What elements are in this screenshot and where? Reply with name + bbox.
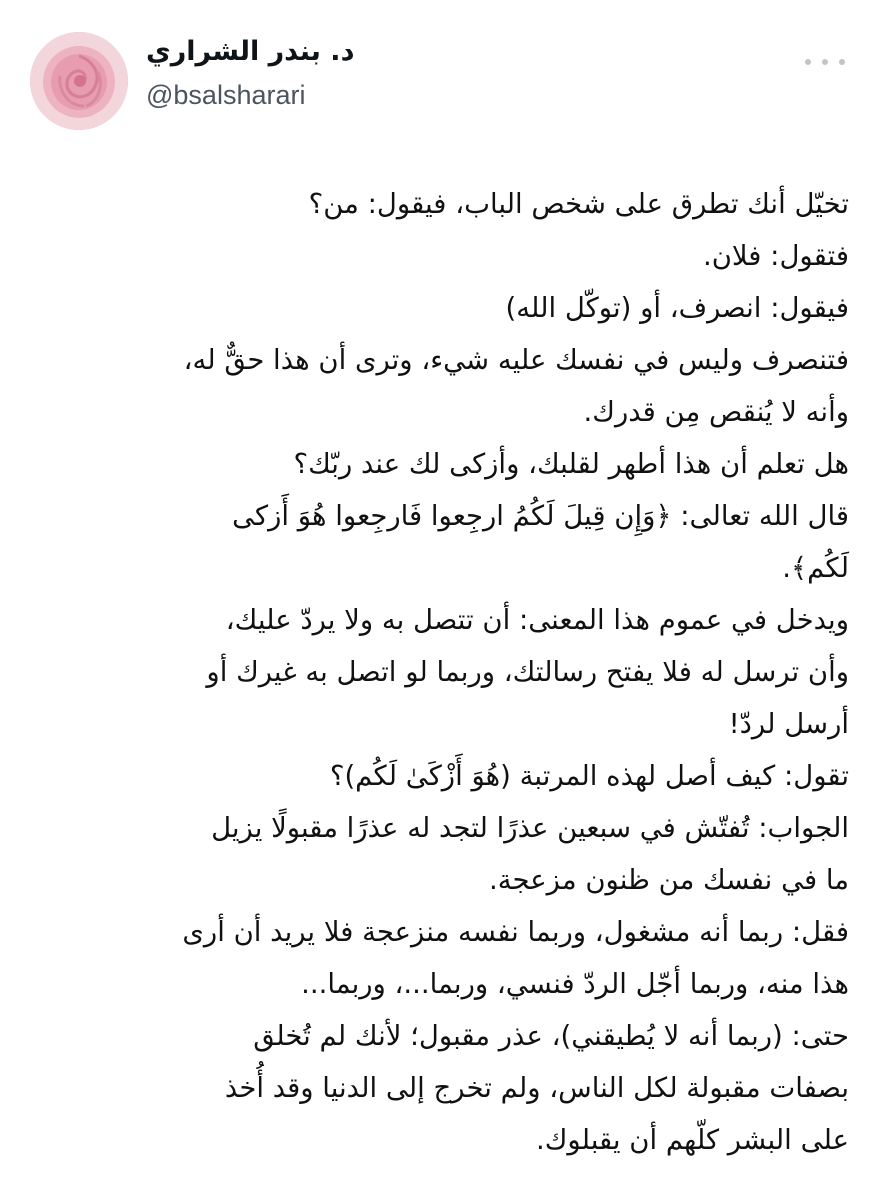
rose-avatar-icon[interactable]	[30, 32, 128, 130]
user-names	[146, 34, 446, 114]
dot-icon	[805, 59, 811, 65]
tweet-line: على البشر كلّهم أن يقبلوك.	[535, 1124, 849, 1156]
tweet-line: أرسل لردّ!	[728, 708, 849, 740]
tweet-line: هل تعلم أن هذا أطهر لقلبك، وأزكى لك عند ربّك؟	[293, 448, 849, 480]
tweet-line: فتنصرف وليس في نفسك عليه شيء، وترى أن هذا حقٌّ له،	[183, 344, 849, 376]
dot-icon	[822, 59, 828, 65]
tweet-line: تخيّل أنك تطرق على شخص الباب، فيقول: من؟	[308, 188, 849, 220]
user-handle[interactable]: @bsalsharari	[146, 80, 306, 110]
tweet-header	[0, 22, 875, 132]
tweet-line: وأن ترسل له فلا يفتح رسالتك، وربما لو اتصل به غيرك أو	[206, 656, 849, 688]
tweet-line: ما في نفسك من ظنون مزعجة.	[489, 864, 849, 896]
tweet-line: حتى: (ربما أنه لا يُطيقني)، عذر مقبول؛ لأنك لم تُخلق	[253, 1020, 849, 1052]
tweet-line: فيقول: انصرف، أو (توكّل الله)	[505, 292, 849, 324]
more-options-icon[interactable]	[805, 52, 845, 72]
tweet-line: لَكُم﴾.	[782, 552, 849, 584]
tweet-line: فقل: ربما أنه مشغول، وربما نفسه منزعجة فلا يريد أن أرى	[182, 916, 849, 948]
tweet-line: بصفات مقبولة لكل الناس، ولم تخرج إلى الدنيا وقد أُخذ	[224, 1072, 849, 1104]
tweet-text	[28, 178, 849, 1166]
tweet-line: الجواب: تُفتّش في سبعين عذرًا لتجد له عذرًا مقبولًا يزيل	[211, 812, 849, 844]
tweet-line: ويدخل في عموم هذا المعنى: أن تتصل به ولا يردّ عليك،	[225, 604, 849, 636]
tweet-line: وأنه لا يُنقص مِن قدرك.	[583, 396, 849, 428]
tweet-line: هذا منه، وربما أجّل الردّ فنسي، وربما...، وربما...	[301, 968, 849, 1000]
tweet-line: فتقول: فلان.	[702, 240, 849, 272]
display-name[interactable]: د. بندر الشراري	[146, 36, 355, 67]
tweet-line: قال الله تعالى: ﴿وَإِن قِيلَ لَكُمُ ارجِعوا فَارجِعوا هُوَ أَزكى	[232, 500, 849, 532]
tweet-line: تقول: كيف أصل لهذه المرتبة (هُوَ أَزْكَىٰ لَكُم)؟	[329, 760, 849, 792]
dot-icon	[839, 59, 845, 65]
